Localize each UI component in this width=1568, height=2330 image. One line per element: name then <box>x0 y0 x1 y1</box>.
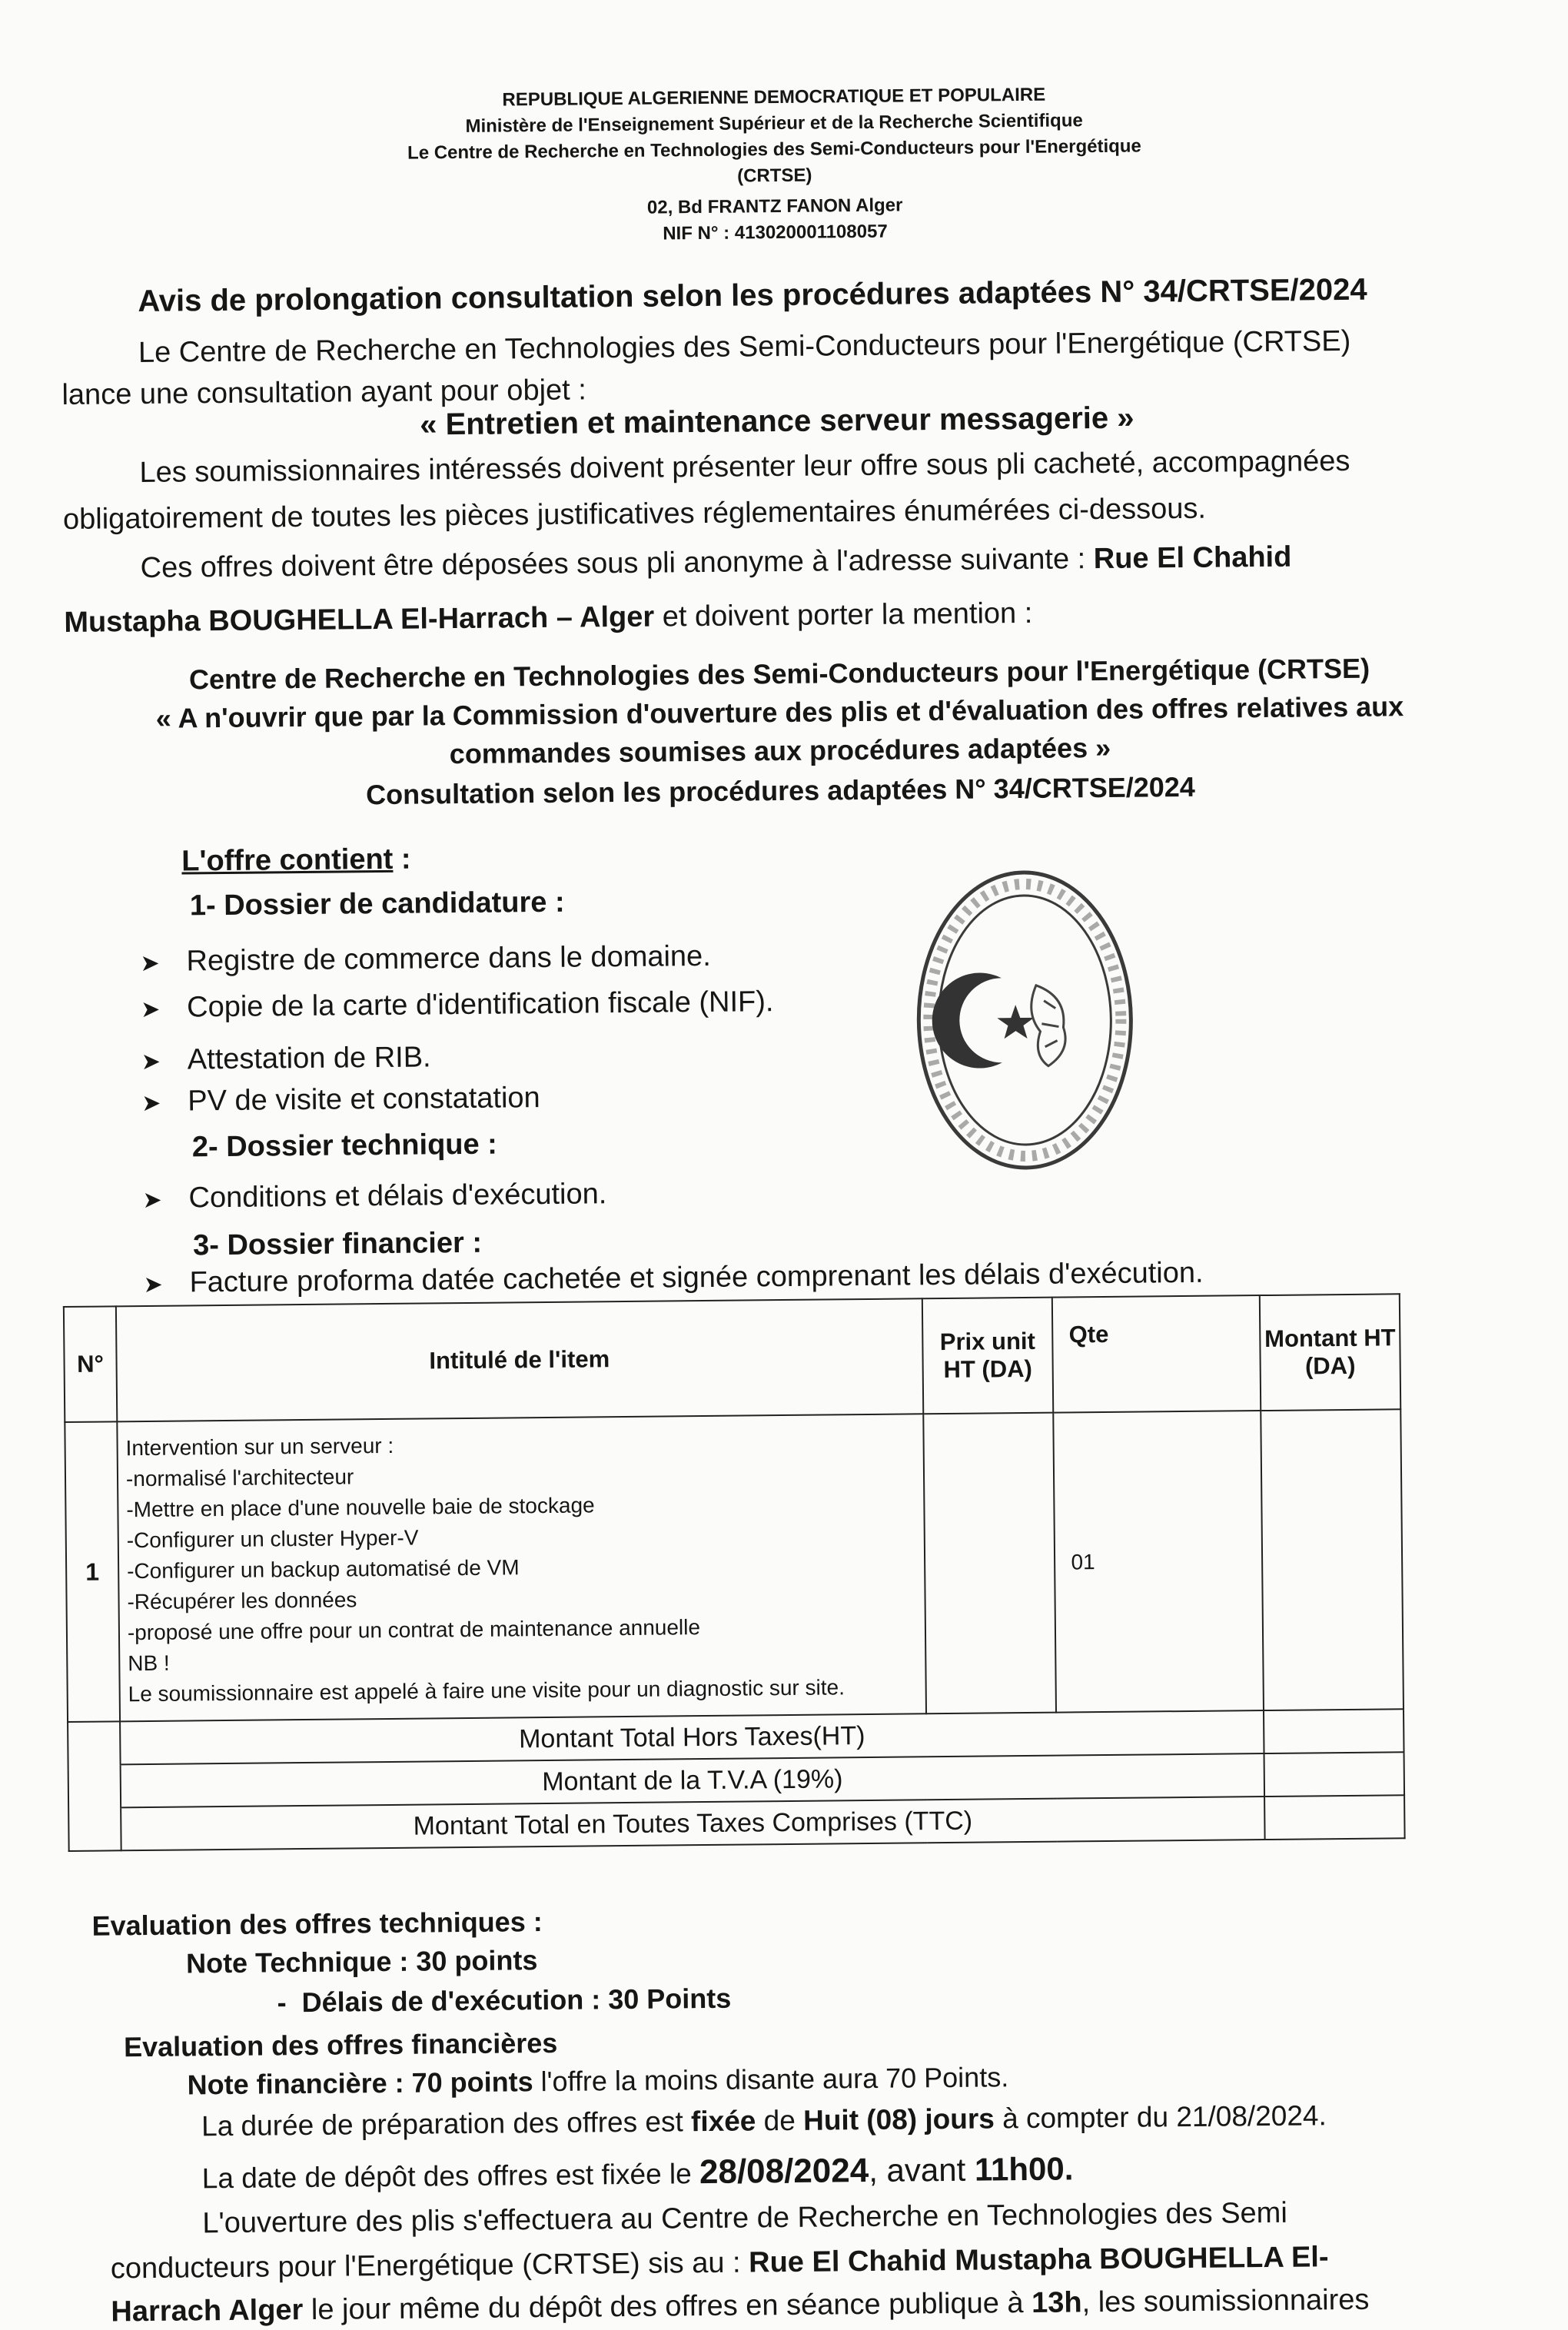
eval-tech-delay-text: Délais de d'exécution : 30 Points <box>301 1982 732 2019</box>
list-item <box>141 1041 431 1077</box>
header-ministry: Ministère de l'Enseignement Supérieur et de la Recherche Scientifique <box>465 110 1083 137</box>
eval-tech-note: Note Technique : 30 points <box>185 1944 538 1979</box>
intro-line-5-text: Ces offres doivent être déposées sous pli anonyme à l'adresse suivante : <box>140 543 1086 585</box>
opening-line-1: L'ouverture des plis s'effectuera au Centre de Recherche en Technologies des Semi <box>202 2196 1287 2240</box>
official-seal-stamp <box>908 862 1141 1179</box>
mention-commission: « A n'ouvrir que par la Commission d'ouverture des plis et d'évaluation des offres relatives aux <box>155 690 1404 734</box>
mention-centre: Centre de Recherche en Technologies des Semi-Conducteurs pour l'Energétique (CRTSE) <box>188 652 1370 696</box>
header-nif: NIF N° : 413020001108057 <box>663 221 888 244</box>
header-address: 02, Bd FRANTZ FANON Alger <box>646 194 903 218</box>
intro-address-end: Mustapha BOUGHELLA El-Harrach – Alger <box>64 600 655 639</box>
table-row <box>65 1409 1404 1722</box>
eval-fin-note <box>187 2061 1008 2101</box>
intro-line-5 <box>140 541 1291 585</box>
list-item-text: PV de visite et constatation <box>188 1082 540 1118</box>
row-quantity: 01 <box>1054 1411 1264 1713</box>
opening-line-2: conducteurs pour l'Energétique (CRTSE) sis au : Rue El Chahid Mustapha BOUGHELLA El- <box>110 2241 1329 2285</box>
col-header-number: N° <box>64 1306 117 1422</box>
col-header-item: Intitulé de l'item <box>116 1298 923 1421</box>
list-item <box>143 1257 1203 1300</box>
opening-line-3: Harrach Alger le jour même du dépôt des offres en séance publique à 13h, les soumissionnaires <box>111 2283 1370 2328</box>
row-number: 1 <box>65 1421 120 1722</box>
intro-line-6-text: et doivent porter la mention : <box>662 597 1033 633</box>
consultation-object: « Entretien et maintenance serveur messagerie » <box>419 401 1134 442</box>
eval-tech-delay: - Délais de d'exécution : 30 Points <box>277 1982 732 2019</box>
eval-fin-note-bold: Note financière : 70 points <box>187 2066 533 2101</box>
mention-commandes: commandes soumises aux procédures adaptées » <box>449 731 1111 770</box>
ttc-label: Montant Total en Toutes Taxes Comprises (TTC) <box>121 1797 1265 1850</box>
intro-line-1: Le Centre de Recherche en Technologies des Semi-Conducteurs pour l'Energétique (CRTSE) <box>138 324 1351 370</box>
desc-line: Le soumissionnaire est appelé à faire une visite pour un diagnostic sur site. <box>128 1675 845 1707</box>
section-technique: 2- Dossier technique : <box>191 1128 498 1164</box>
list-item <box>141 986 774 1025</box>
intro-line-6 <box>64 597 1032 640</box>
desc-line: Intervention sur un serveur : <box>125 1433 394 1461</box>
eval-tech-heading: Evaluation des offres techniques : <box>91 1906 543 1942</box>
row-amount <box>1261 1409 1404 1710</box>
list-item-text: Copie de la carte d'identification fiscale (NIF). <box>186 986 774 1024</box>
eval-fin-heading: Evaluation des offres financières <box>123 2026 558 2063</box>
offer-heading <box>181 843 411 879</box>
items-table <box>63 1293 1406 1852</box>
col-header-unit-price: Prix unit HT (DA) <box>922 1298 1053 1414</box>
list-item-text: Attestation de RIB. <box>187 1041 431 1076</box>
header-acronym: (CRTSE) <box>736 165 812 187</box>
notice-title: Avis de prolongation consultation selon les procédures adaptées N° 34/CRTSE/2024 <box>138 272 1367 319</box>
col-header-quantity: Qte <box>1052 1295 1261 1413</box>
ttc-value <box>1264 1795 1404 1840</box>
table-header-row <box>64 1294 1400 1422</box>
mention-consultation: Consultation selon les procédures adaptées N° 34/CRTSE/2024 <box>365 770 1196 811</box>
intro-line-2: lance une consultation ayant pour objet : <box>61 374 587 411</box>
section-financier: 3- Dossier financier : <box>192 1226 483 1262</box>
desc-line: -Configurer un cluster Hyper-V <box>126 1525 419 1553</box>
arrow-bullet-icon: ➤ <box>141 1090 161 1117</box>
preparation-duration: La durée de préparation des offres est fixée de Huit (08) jours à compter du 21/08/2024. <box>201 2099 1327 2142</box>
desc-line: -normalisé l'architecteur <box>125 1464 354 1491</box>
row-description <box>117 1414 925 1721</box>
header-republic: REPUBLIQUE ALGERIENNE DEMOCRATIQUE ET POPULAIRE <box>502 84 1046 111</box>
deposit-date: La date de dépôt des offres est fixée le 28/08/2024, avant 11h00. <box>201 2150 1074 2195</box>
offer-heading-text: L'offre contient <box>181 843 394 878</box>
arrow-bullet-icon: ➤ <box>142 1187 162 1214</box>
arrow-bullet-icon: ➤ <box>141 996 161 1023</box>
intro-address-start: Rue El Chahid <box>1093 540 1292 576</box>
desc-line: -Configurer un backup automatisé de VM <box>126 1555 520 1584</box>
tva-value <box>1264 1752 1404 1797</box>
section-candidature: 1- Dossier de candidature : <box>189 886 565 922</box>
arrow-bullet-icon: ➤ <box>140 950 160 977</box>
tva-label: Montant de la T.V.A (19%) <box>121 1753 1265 1807</box>
list-item <box>140 940 711 979</box>
arrow-bullet-icon: ➤ <box>143 1271 163 1298</box>
desc-line: NB ! <box>128 1650 170 1676</box>
desc-line: -proposé une offre pour un contrat de maintenance annuelle <box>127 1615 701 1645</box>
intro-line-4: obligatoirement de toutes les pièces justificatives réglementaires énumérées ci-dessous. <box>62 492 1207 536</box>
list-item <box>142 1178 606 1215</box>
list-item-text: Conditions et délais d'exécution. <box>188 1178 607 1215</box>
arrow-bullet-icon: ➤ <box>141 1049 161 1075</box>
list-item-text: Registre de commerce dans le domaine. <box>186 939 711 978</box>
intro-line-3: Les soumissionnaires intéressés doivent présenter leur offre sous pli cacheté, accompagnées <box>139 444 1350 490</box>
desc-line: -Mettre en place d'une nouvelle baie de stockage <box>126 1493 595 1522</box>
eval-fin-note-text: l'offre la moins disante aura 70 Points. <box>533 2061 1009 2098</box>
offer-heading-colon: : <box>393 843 411 876</box>
list-item <box>141 1082 540 1118</box>
col-header-amount: Montant HT (DA) <box>1260 1294 1400 1411</box>
header-centre: Le Centre de Recherche en Technologies des Semi-Conducteurs pour l'Energétique <box>407 135 1141 164</box>
total-ht-value <box>1264 1709 1404 1753</box>
row-unit-price <box>923 1413 1057 1714</box>
desc-line: -Récupérer les données <box>127 1587 357 1614</box>
total-ht-label: Montant Total Hors Taxes(HT) <box>120 1710 1264 1764</box>
list-item-text: Facture proforma datée cachetée et signée comprenant les délais d'exécution. <box>189 1256 1204 1299</box>
